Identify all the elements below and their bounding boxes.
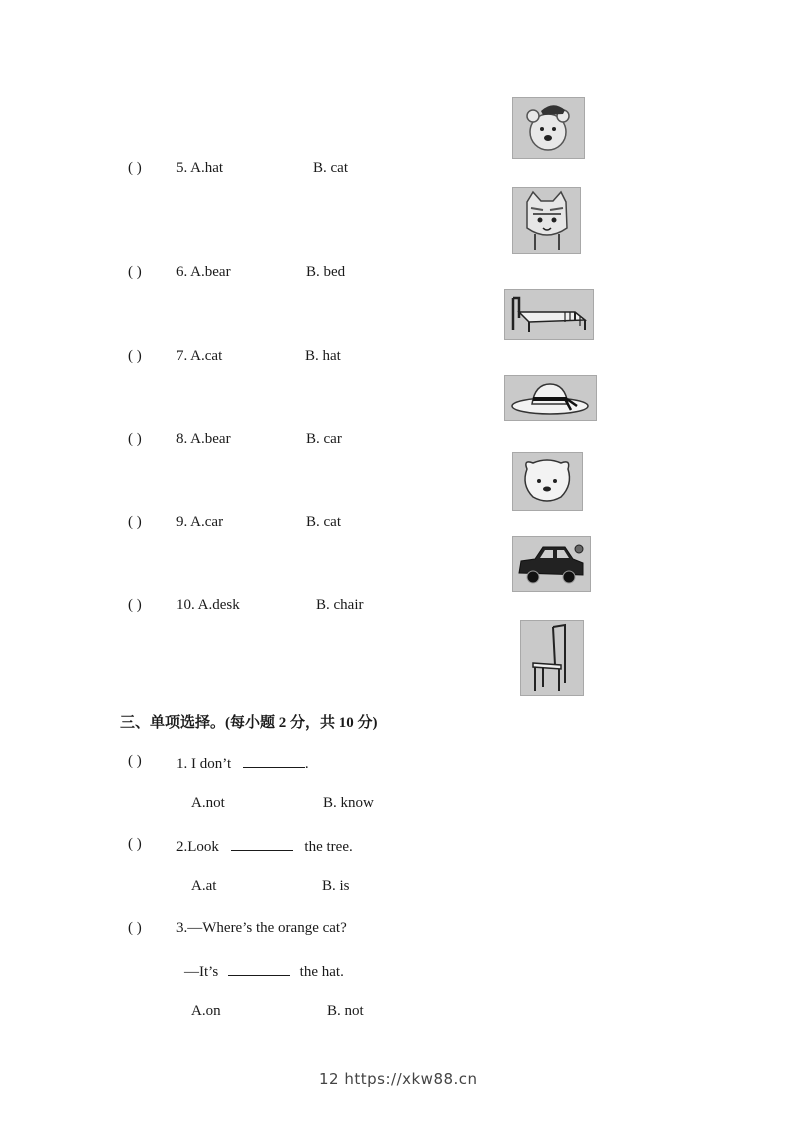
question-stem-line2 bbox=[184, 961, 344, 981]
answer-bracket[interactable]: ( ) bbox=[128, 348, 142, 364]
answer-bracket[interactable]: ( ) bbox=[128, 514, 142, 530]
page-footer: 12 https://xkw88.cn bbox=[319, 1070, 478, 1088]
stem-after: the hat. bbox=[299, 964, 344, 980]
option-b: B. chair bbox=[316, 597, 364, 613]
option-b: B. is bbox=[322, 878, 350, 894]
question-text: 6. A.bear bbox=[176, 264, 231, 280]
question-text: 5. A.hat bbox=[176, 160, 224, 176]
question-text: 8. A.bear bbox=[176, 431, 231, 447]
bed-picture bbox=[504, 289, 594, 340]
fill-in-blank[interactable] bbox=[243, 753, 305, 768]
option-b: B. car bbox=[306, 431, 342, 447]
question-text: 10. A.desk bbox=[176, 597, 240, 613]
option-b: B. cat bbox=[306, 514, 341, 530]
answer-bracket[interactable]: ( ) bbox=[128, 836, 142, 852]
cat-picture bbox=[512, 187, 581, 254]
chair-picture bbox=[520, 620, 584, 696]
bear-face-picture bbox=[512, 452, 583, 511]
option-a: A.on bbox=[191, 1003, 221, 1019]
stem-after: the tree. bbox=[304, 839, 353, 855]
answer-bracket[interactable]: ( ) bbox=[128, 431, 142, 447]
fill-in-blank[interactable] bbox=[228, 961, 290, 976]
option-b: B. bed bbox=[306, 264, 346, 280]
answer-bracket[interactable]: ( ) bbox=[128, 753, 142, 769]
fill-in-blank[interactable] bbox=[231, 836, 293, 851]
option-b: B. cat bbox=[313, 160, 348, 176]
option-b: B. hat bbox=[305, 348, 341, 364]
answer-bracket[interactable]: ( ) bbox=[128, 920, 142, 936]
answer-bracket[interactable]: ( ) bbox=[128, 264, 142, 280]
car-picture bbox=[512, 536, 591, 592]
option-a: A.not bbox=[191, 795, 225, 811]
stem-before: 2.Look bbox=[176, 839, 219, 855]
question-stem bbox=[176, 753, 309, 773]
hat-picture bbox=[504, 375, 597, 421]
option-b: B. not bbox=[327, 1003, 364, 1019]
stem-before: 1. I don’t bbox=[176, 756, 232, 772]
option-a: A.at bbox=[191, 878, 217, 894]
answer-bracket[interactable]: ( ) bbox=[128, 160, 142, 176]
answer-bracket[interactable]: ( ) bbox=[128, 597, 142, 613]
stem-after: . bbox=[304, 756, 309, 772]
option-b: B. know bbox=[323, 795, 374, 811]
question-text: 7. A.cat bbox=[176, 348, 223, 364]
question-text: 9. A.car bbox=[176, 514, 224, 530]
bear-with-hat-picture bbox=[512, 97, 585, 159]
stem-before: —It’s bbox=[184, 964, 219, 980]
question-stem bbox=[176, 836, 353, 856]
question-stem: 3.—Where’s the orange cat? bbox=[176, 920, 347, 936]
section-heading: 三、单项选择。(每小题 2 分，共 10 分) bbox=[120, 715, 378, 731]
